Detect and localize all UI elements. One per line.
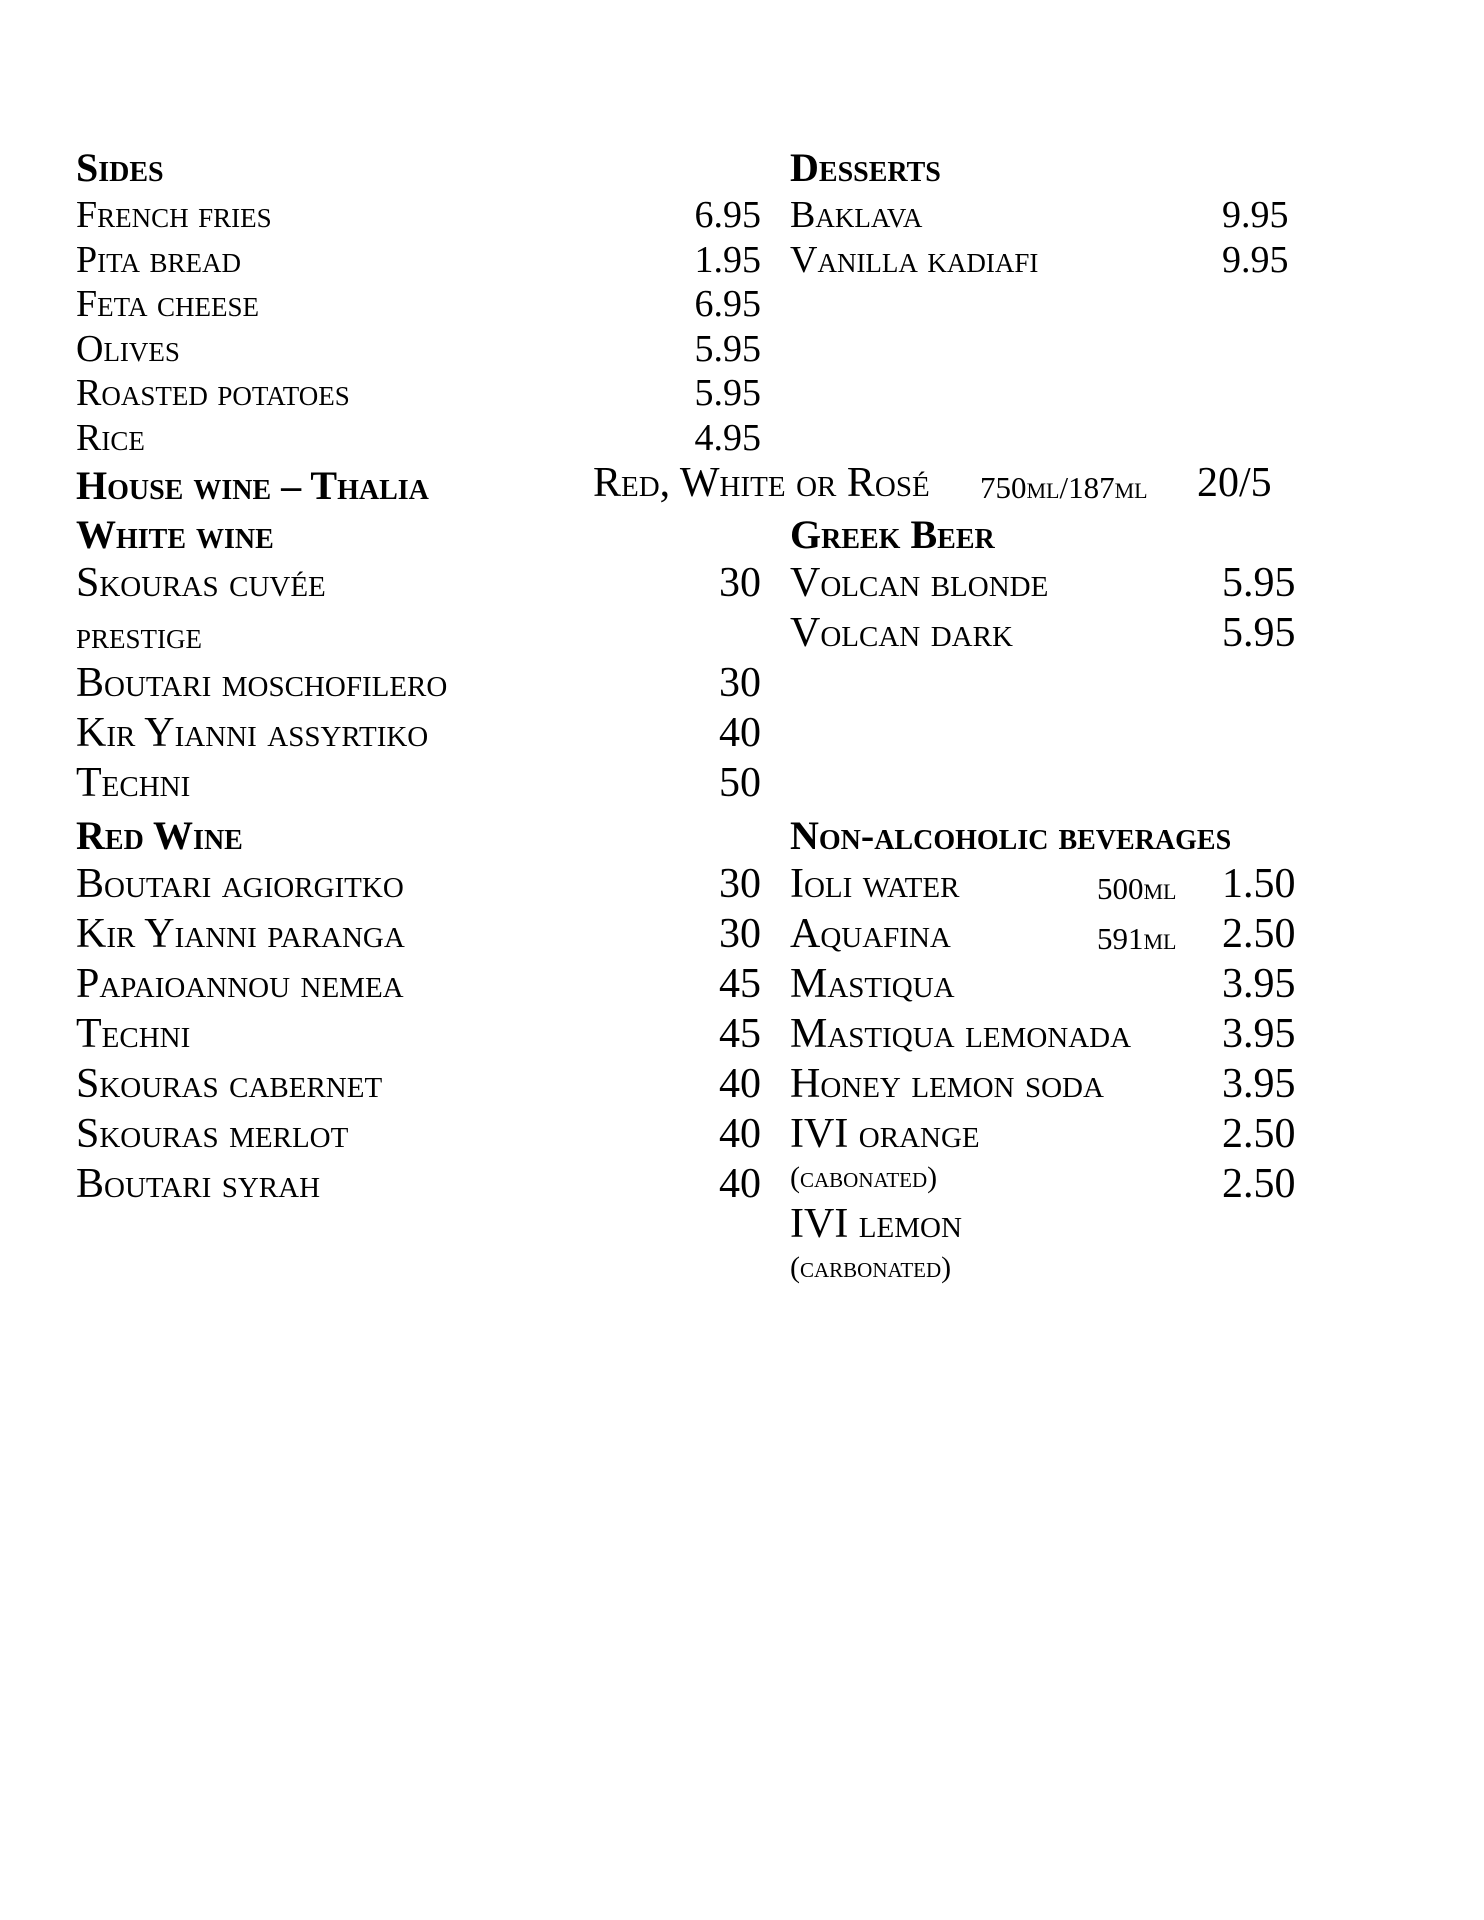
greek-beer-heading: Greek Beer [790, 512, 995, 557]
sides-item-name: French fries [76, 194, 272, 236]
white-wine-item-price: 30 [719, 560, 761, 606]
desserts-item-price: 9.95 [1222, 239, 1289, 281]
sides-item-price: 1.95 [694, 239, 761, 281]
white-wine-item-name: Techni [76, 760, 191, 806]
desserts-heading: Desserts [790, 145, 941, 190]
non-alcoholic-item-name: Mastiqua lemonada [790, 1011, 1132, 1057]
red-wine-item-name: Kir Yianni paranga [76, 911, 405, 957]
sides-item-name: Olives [76, 328, 180, 370]
non-alcoholic-item-size: 500ml [1097, 871, 1177, 906]
non-alcoholic-item-name: Mastiqua [790, 961, 955, 1007]
sides-item-name: Rice [76, 417, 145, 459]
sides-item-name: Feta cheese [76, 283, 259, 325]
desserts-item-price: 9.95 [1222, 194, 1289, 236]
greek-beer-item-price: 5.95 [1222, 610, 1296, 656]
non-alcoholic-item-price: 2.50 [1222, 1111, 1296, 1157]
white-wine-item-name: Skouras cuvée [76, 560, 326, 606]
house-wine-description: Red, White or Rosé [593, 460, 930, 506]
white-wine-item-name-line2: prestige [76, 615, 203, 657]
red-wine-item-price: 30 [719, 861, 761, 907]
red-wine-item-name: Skouras merlot [76, 1111, 349, 1157]
red-wine-item-price: 40 [719, 1061, 761, 1107]
house-wine-price: 20/5 [1197, 460, 1272, 506]
non-alcoholic-item-size: 591ml [1097, 921, 1177, 956]
house-wine-sizes: 750ml/187ml [980, 470, 1148, 505]
red-wine-item-name: Skouras cabernet [76, 1061, 383, 1107]
red-wine-item-price: 45 [719, 961, 761, 1007]
house-wine-heading: House wine – Thalia [76, 463, 429, 508]
non-alcoholic-heading: Non-alcoholic beverages [790, 813, 1232, 858]
non-alcoholic-item-name: Aquafina [790, 911, 951, 957]
white-wine-item-price: 40 [719, 710, 761, 756]
sides-item-name: Pita bread [76, 239, 241, 281]
non-alcoholic-item-name: Honey lemon soda [790, 1061, 1104, 1107]
non-alcoholic-item-price: 2.50 [1222, 911, 1296, 957]
white-wine-item-price: 50 [719, 760, 761, 806]
non-alcoholic-item-note: (cabonated) [790, 1161, 938, 1194]
non-alcoholic-item-name: IVI lemon [790, 1201, 962, 1247]
red-wine-item-name: Papaioannou nemea [76, 961, 404, 1007]
non-alcoholic-item-price: 3.95 [1222, 961, 1296, 1007]
sides-item-price: 5.95 [694, 372, 761, 414]
white-wine-item-name: Kir Yianni assyrtiko [76, 710, 429, 756]
sides-item-price: 6.95 [694, 194, 761, 236]
red-wine-item-name: Techni [76, 1011, 191, 1057]
non-alcoholic-item-name: Ioli water [790, 861, 960, 907]
non-alcoholic-item-price: 3.95 [1222, 1061, 1296, 1107]
non-alcoholic-item-price: 3.95 [1222, 1011, 1296, 1057]
sides-item-name: Roasted potatoes [76, 372, 350, 414]
greek-beer-item-name: Volcan dark [790, 610, 1013, 656]
desserts-item-name: Vanilla kadiafi [790, 239, 1039, 281]
red-wine-item-price: 30 [719, 911, 761, 957]
non-alcoholic-item-name: IVI orange [790, 1111, 980, 1157]
desserts-item-name: Baklava [790, 194, 923, 236]
non-alcoholic-item-price: 2.50 [1222, 1161, 1296, 1207]
sides-item-price: 4.95 [694, 417, 761, 459]
greek-beer-item-price: 5.95 [1222, 560, 1296, 606]
non-alcoholic-item-price: 1.50 [1222, 861, 1296, 907]
sides-heading: Sides [76, 145, 164, 190]
non-alcoholic-item-note: (carbonated) [790, 1251, 952, 1284]
white-wine-item-name: Boutari moschofilero [76, 660, 448, 706]
red-wine-item-price: 40 [719, 1111, 761, 1157]
red-wine-item-price: 45 [719, 1011, 761, 1057]
sides-item-price: 6.95 [694, 283, 761, 325]
greek-beer-item-name: Volcan blonde [790, 560, 1049, 606]
sides-item-price: 5.95 [694, 328, 761, 370]
red-wine-item-name: Boutari syrah [76, 1161, 321, 1207]
white-wine-heading: White wine [76, 512, 274, 557]
red-wine-item-name: Boutari agiorgitko [76, 861, 404, 907]
white-wine-item-price: 30 [719, 660, 761, 706]
red-wine-heading: Red Wine [76, 813, 243, 858]
red-wine-item-price: 40 [719, 1161, 761, 1207]
